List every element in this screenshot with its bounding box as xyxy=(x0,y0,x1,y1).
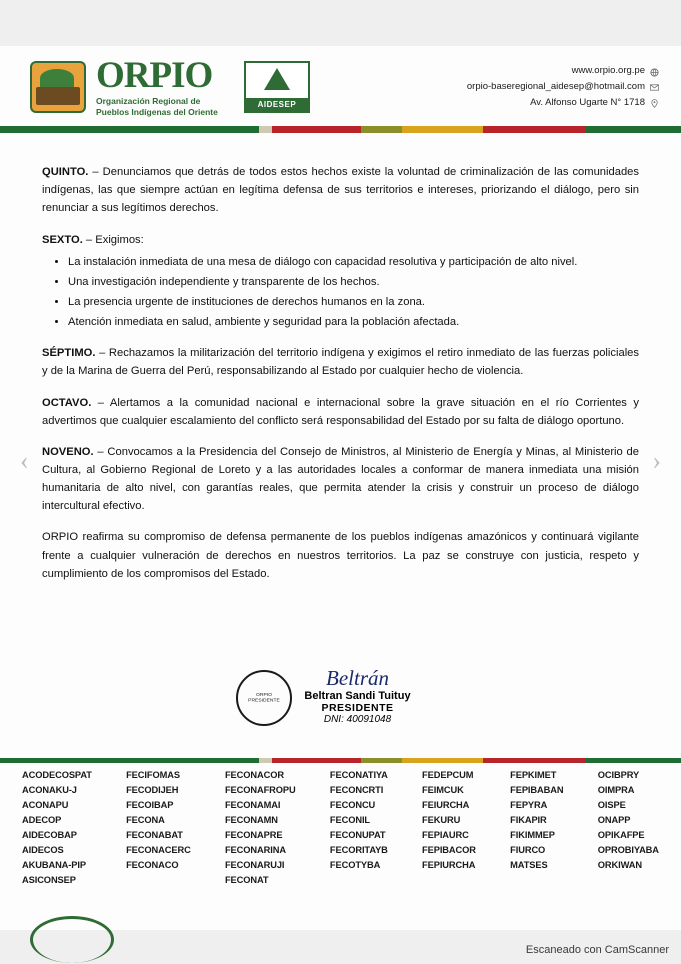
footer-colorbar xyxy=(0,758,681,763)
org-name-item: AKUBANA-PIP xyxy=(22,860,86,871)
org-name-item: FIURCO xyxy=(510,845,546,856)
contact-address: Av. Alfonso Ugarte N° 1718 xyxy=(530,96,645,108)
signer-role: PRESIDENTE xyxy=(321,702,394,714)
org-column xyxy=(225,768,296,888)
next-page-button[interactable]: › xyxy=(652,446,661,475)
org-name-item: OPROBIYABA xyxy=(597,845,659,856)
globe-icon xyxy=(650,67,659,76)
official-stamp-icon xyxy=(236,670,292,726)
org-subtitle-line1: Organización Regional de xyxy=(96,95,201,106)
handwritten-signature: Beltrán xyxy=(326,666,389,690)
paragraph-noveno-lead: NOVENO. xyxy=(42,445,94,458)
org-name-item: FEKURU xyxy=(422,815,461,826)
paragraph-octavo-lead: OCTAVO. xyxy=(42,396,92,409)
list-item: • Atención inmediata en salud, ambiente y seguridad para la población afectada. xyxy=(68,313,639,331)
org-name: ORPIO xyxy=(96,54,213,96)
paragraph-noveno-text: – Convocamos a la Presidencia del Consejo de Ministros, al Ministerio de Energía y Minas, al Ministerio de Cultura, al Gobierno Regional de Loreto y a las autoridades locales a conformar de manera inmediata una misión humanitaria de alto nivel, con garantías reales, que permita atender la crisis y construir un proceso de diálogo intercultural efectivo. xyxy=(42,445,639,513)
org-name-item: FECONAT xyxy=(224,875,269,886)
org-name-item: FEIURCHA xyxy=(422,800,470,811)
org-name-item: ORKIWAN xyxy=(597,860,642,871)
org-name-item: FECONABAT xyxy=(126,830,183,841)
paragraph-quinto-lead: QUINTO. xyxy=(42,166,89,179)
org-name-item: OISPE xyxy=(597,800,626,811)
org-name-item: OPIKAFPE xyxy=(597,830,645,841)
org-name-item: FECONUPAT xyxy=(329,830,386,841)
org-column xyxy=(598,768,659,888)
org-name-item: FECONAFROPU xyxy=(224,785,296,796)
paragraph-septimo xyxy=(42,344,639,380)
list-item: • La instalación inmediata de una mesa de diálogo con capacidad resolutiva y participación de alto nivel. xyxy=(68,253,639,271)
contact-website: www.orpio.org.pe xyxy=(571,65,645,77)
org-name-item: FEDEPCUM xyxy=(422,770,474,780)
list-item: • La presencia urgente de instituciones de derechos humanos en la zona. xyxy=(68,293,639,311)
org-name-item: FECONACOR xyxy=(224,770,284,780)
header-colorbar xyxy=(0,126,681,133)
org-name-item: FECOTYBA xyxy=(329,860,381,871)
org-name-item: FEPKIMET xyxy=(510,770,557,780)
org-name-item: ACODECOSPAT xyxy=(22,770,92,780)
org-name-item: FECONAPRE xyxy=(224,830,283,841)
location-pin-icon xyxy=(650,98,659,107)
org-name-item: FECONCRTI xyxy=(329,785,384,796)
paragraph-sexto xyxy=(42,231,639,249)
org-name-item: FEPIURCHA xyxy=(422,860,476,871)
org-name-item: FEPYRA xyxy=(510,800,548,811)
org-column xyxy=(126,768,191,888)
org-name-item: FECONATIYA xyxy=(329,770,388,780)
aidesep-label: AIDESEP xyxy=(246,98,308,111)
org-column xyxy=(22,768,92,888)
org-name-item: FECONACERC xyxy=(126,845,191,856)
org-name-item: FECIFOMAS xyxy=(126,770,180,780)
org-name-item: FIKIMMEP xyxy=(510,830,555,841)
org-subtitle-line2: Pueblos Indígenas del Oriente xyxy=(96,106,218,117)
paragraph-sexto-text: – Exigimos: xyxy=(82,233,144,246)
paragraph-octavo xyxy=(42,394,639,430)
paragraph-quinto xyxy=(42,163,639,217)
header-contact xyxy=(467,63,659,110)
contact-email: orpio-baseregional_aidesep@hotmail.com xyxy=(466,81,645,93)
org-name-item: FEPIBACOR xyxy=(422,845,476,856)
paragraph-octavo-text: – Alertamos a la comunidad nacional e internacional sobre la grave situación en el río Corrientes y advertimos que cualquier escalamiento del conflicto será responsabilidad del Estado por su falta de diálogo oportuno. xyxy=(42,396,639,427)
org-name-item: ACONAKU-J xyxy=(22,785,77,796)
list-item: • Una investigación independiente y transparente de los hechos. xyxy=(68,273,639,291)
paragraph-sexto-lead: SEXTO. xyxy=(42,233,83,246)
member-organizations xyxy=(22,768,659,888)
org-column xyxy=(510,768,563,888)
signer-name: Beltran Sandi Tuituy xyxy=(304,690,411,702)
org-name-item: FECODIJEH xyxy=(126,785,179,796)
paragraph-noveno xyxy=(42,443,639,516)
org-name-item: FECONARINA xyxy=(224,845,286,856)
aidesep-logo xyxy=(244,61,310,113)
org-name-item: ONAPP xyxy=(597,815,631,826)
orpio-emblem-icon xyxy=(30,61,86,113)
org-name-item: FECORITAYB xyxy=(329,845,388,856)
org-name-item: FECONIL xyxy=(329,815,371,826)
org-name-item: OCIBPRY xyxy=(597,770,640,780)
tree-icon xyxy=(264,68,290,90)
org-column xyxy=(330,768,388,888)
org-name-item: FECONAMAI xyxy=(224,800,281,811)
org-name-item: AIDECOBAP xyxy=(22,830,77,841)
org-name-item: FEPIBABAN xyxy=(510,785,564,796)
org-subtitle xyxy=(96,96,218,117)
org-name-item: FECONAMN xyxy=(224,815,278,826)
org-name-item: FECONARUJI xyxy=(224,860,285,871)
previous-page-button[interactable]: ‹ xyxy=(20,446,29,475)
paragraph-cierre: ORPIO reafirma su compromiso de defensa permanente de los pueblos indígenas amazónicos y continuará vigilante frente a cualquier vulneración de derechos en nuestros territorios. La paz se construye con justicia, respeto y cumplimiento de los compromisos del Estado. xyxy=(42,531,639,580)
sexto-bullet-list xyxy=(42,253,639,332)
mail-icon xyxy=(650,82,659,91)
org-name-item: FECOIBAP xyxy=(126,800,174,811)
org-name-item: FECONACO xyxy=(126,860,179,871)
org-name-item: FECONCU xyxy=(329,800,376,811)
org-name-item: ASICONSEP xyxy=(22,875,76,886)
orpio-logo xyxy=(30,54,218,117)
footer-arc-decoration xyxy=(30,916,114,963)
stamp-text: ORPIO PRESIDENTE xyxy=(247,692,280,704)
scan-band-top xyxy=(0,0,681,46)
org-name-item: FIKAPIR xyxy=(510,815,547,826)
camscanner-watermark: Escaneado con CamScanner xyxy=(525,944,669,956)
org-column xyxy=(422,768,476,888)
org-name-item: FEIMCUK xyxy=(422,785,464,796)
paragraph-septimo-lead: SÉPTIMO. xyxy=(42,347,96,360)
document-body xyxy=(42,152,639,596)
org-name-item: OIMPRA xyxy=(597,785,635,796)
document-header xyxy=(0,48,681,126)
org-name-item: MATSES xyxy=(510,860,548,871)
org-name-item: FECONA xyxy=(126,815,165,826)
paragraph-quinto-text: – Denunciamos que detrás de todos estos hechos existe la voluntad de criminalización de las comunidades indígenas, las que siempre actúan en legítima defensa de sus territorios e intereses, priorizando el diálogo, pero sin renunciar a sus legítimos derechos. xyxy=(42,166,639,215)
org-name-item: FEPIAURC xyxy=(422,830,469,841)
paragraph-septimo-text: – Rechazamos la militarización del territorio indígena y exigimos el retiro inmediato de las fuerzas policiales y de la Marina de Guerra del Perú, responsabilizando al Estado por cualquier hecho de violencia. xyxy=(42,347,639,378)
signer-dni: DNI: 40091048 xyxy=(323,714,392,725)
org-name-item: ACONAPU xyxy=(22,800,69,811)
org-name-item: AIDECOS xyxy=(22,845,64,856)
org-name-item: ADECOP xyxy=(22,815,62,826)
signature-block xyxy=(0,668,681,725)
